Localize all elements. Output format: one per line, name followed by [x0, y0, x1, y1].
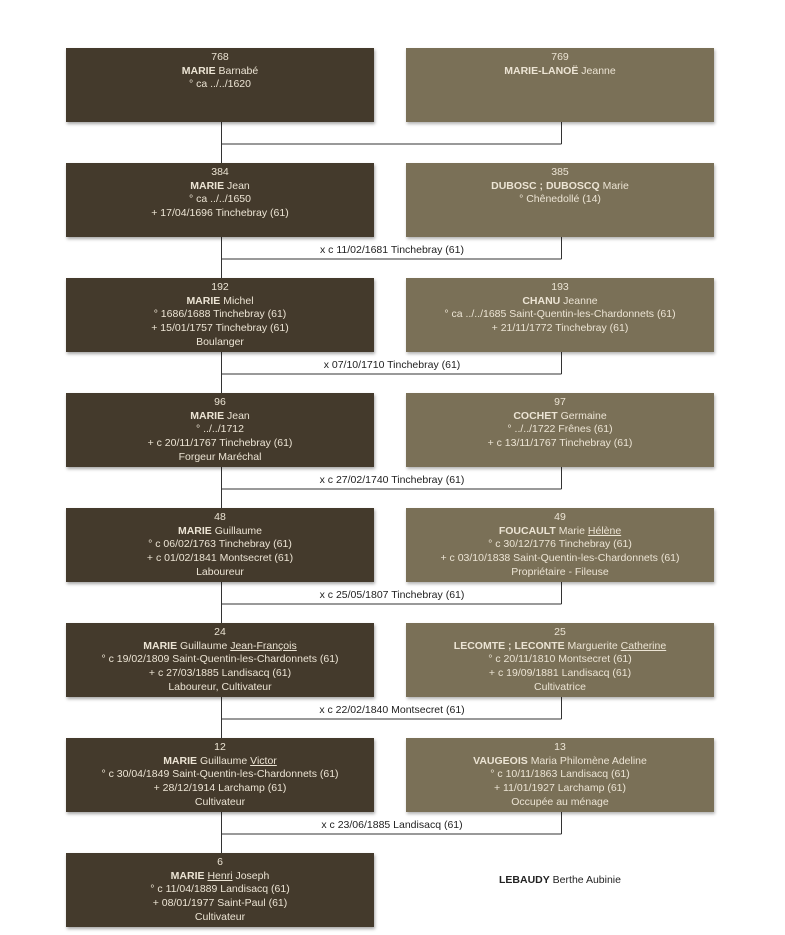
surname: MARIE	[186, 294, 221, 307]
person-detail-line: ° c 20/11/1810 Montsecret (61)	[488, 653, 632, 666]
person-detail-line: ° ca ../../1620	[189, 78, 251, 91]
usual-given-name: Henri	[207, 869, 233, 882]
given-name: Marie	[555, 524, 588, 537]
father-box	[66, 393, 374, 467]
person-detail-line: Laboureur, Cultivateur	[168, 680, 272, 693]
sosa-number: 25	[554, 626, 566, 638]
surname: MARIE	[190, 179, 225, 192]
mother-box	[406, 738, 714, 812]
spouse-label	[406, 874, 714, 886]
given-name: Joseph	[232, 869, 270, 882]
mother-box	[406, 393, 714, 467]
person-detail-line: Cultivateur	[194, 795, 246, 808]
sosa-number: 97	[554, 396, 566, 408]
person-detail-line: ° ca ../../1650	[189, 193, 251, 206]
surname: MARIE-LANOË	[504, 64, 579, 77]
person-detail-line: + c 27/03/1885 Landisacq (61)	[148, 667, 292, 680]
given-name: Jeanne	[578, 64, 616, 77]
mother-box	[406, 163, 714, 237]
given-name: Marguerite	[564, 639, 621, 652]
mother-box	[406, 623, 714, 697]
given-name: Guillaume	[211, 524, 263, 537]
father-box	[66, 738, 374, 812]
person-detail-line: ° c 19/02/1809 Saint-Quentin-les-Chardonnets (61)	[101, 653, 339, 666]
spouse-given: Berthe Aubinie	[549, 874, 621, 886]
surname: MARIE	[181, 64, 216, 77]
person-detail-line: + c 13/11/1767 Tinchebray (61)	[487, 437, 633, 450]
marriage-label: x c 25/05/1807 Tinchebray (61)	[319, 589, 465, 601]
usual-given-name: Hélène	[587, 524, 622, 537]
person-detail-line: ° c 30/04/1849 Saint-Quentin-les-Chardonnets (61)	[101, 768, 339, 781]
father-box	[66, 623, 374, 697]
given-name: Germaine	[557, 409, 607, 422]
surname: MARIE	[170, 869, 205, 882]
surname: MARIE	[163, 754, 198, 767]
person-name	[66, 640, 374, 654]
marriage-label: x c 11/02/1681 Tinchebray (61)	[320, 244, 464, 256]
person-name	[66, 755, 374, 769]
usual-given-name: Victor	[250, 754, 277, 767]
marriage-label: x 07/10/1710 Tinchebray (61)	[323, 359, 461, 371]
sosa-number: 48	[214, 511, 226, 523]
person-detail-line: Forgeur Maréchal	[178, 450, 262, 463]
person-name	[406, 295, 714, 309]
person-detail-line: Boulanger	[196, 335, 244, 348]
person-detail-line: + 11/01/1927 Larchamp (61)	[493, 782, 627, 795]
person-detail-line: Occupée au ménage	[511, 795, 609, 808]
sosa-number: 96	[214, 396, 226, 408]
sosa-number: 6	[217, 856, 223, 868]
given-name: Guillaume	[197, 754, 251, 767]
surname: COCHET	[513, 409, 558, 422]
usual-given-name: Catherine	[620, 639, 667, 652]
marriage-label: x c 27/02/1740 Tinchebray (61)	[319, 474, 465, 486]
father-box	[66, 278, 374, 352]
mother-box	[406, 48, 714, 122]
mother-box	[406, 508, 714, 582]
surname: MARIE	[177, 524, 212, 537]
sosa-number: 769	[551, 51, 569, 63]
surname: FOUCAULT	[498, 524, 556, 537]
given-name: Maria Philomène Adeline	[527, 754, 647, 767]
sosa-number: 13	[554, 741, 566, 753]
father-box	[66, 163, 374, 237]
father-box	[66, 48, 374, 122]
person-name	[406, 755, 714, 769]
given-name: Guillaume	[177, 639, 231, 652]
surname: LECOMTE ; LECONTE	[453, 639, 565, 652]
person-name	[66, 410, 374, 424]
person-name	[406, 640, 714, 654]
person-name	[406, 65, 714, 79]
given-name: Jean	[224, 179, 250, 192]
person-detail-line: + c 19/09/1881 Landisacq (61)	[488, 667, 632, 680]
person-detail-line: ° c 30/12/1776 Tinchebray (61)	[488, 538, 632, 551]
subject-box	[66, 853, 374, 927]
given-name: Jeanne	[560, 294, 598, 307]
surname: DUBOSC ; DUBOSCQ	[491, 179, 600, 192]
usual-given-name: Jean-François	[230, 639, 297, 652]
given-name: Barnabé	[215, 64, 259, 77]
person-name	[66, 870, 374, 884]
person-detail-line: Cultivatrice	[534, 680, 586, 693]
surname: VAUGEOIS	[473, 754, 528, 767]
given-name: Marie	[599, 179, 629, 192]
mother-box	[406, 278, 714, 352]
spouse-surname: LEBAUDY	[499, 874, 550, 886]
person-detail-line: ° ../../1712	[196, 423, 244, 436]
given-name: Michel	[220, 294, 254, 307]
sosa-number: 49	[554, 511, 566, 523]
surname: CHANU	[522, 294, 561, 307]
person-detail-line: + c 20/11/1767 Tinchebray (61)	[147, 437, 293, 450]
sosa-number: 385	[551, 166, 569, 178]
person-detail-line: ° c 10/11/1863 Landisacq (61)	[490, 768, 630, 781]
person-detail-line: ° c 06/02/1763 Tinchebray (61)	[148, 538, 292, 551]
person-detail-line: Laboureur	[196, 565, 244, 578]
sosa-number: 24	[214, 626, 226, 638]
surname: MARIE	[143, 639, 178, 652]
person-detail-line: ° ca ../../1685 Saint-Quentin-les-Chardonnets (61)	[444, 308, 676, 321]
surname: MARIE	[190, 409, 225, 422]
person-detail-line: + c 01/02/1841 Montsecret (61)	[146, 552, 294, 565]
marriage-label: x c 22/02/1840 Montsecret (61)	[319, 704, 465, 716]
person-name	[406, 525, 714, 539]
person-detail-line: + 17/04/1696 Tinchebray (61)	[151, 207, 289, 220]
person-detail-line: Propriétaire - Fileuse	[511, 565, 609, 578]
person-detail-line: ° Chênedollé (14)	[519, 193, 601, 206]
person-detail-line: ° 1686/1688 Tinchebray (61)	[153, 308, 287, 321]
person-detail-line: Cultivateur	[194, 910, 246, 923]
person-name	[66, 525, 374, 539]
father-box	[66, 508, 374, 582]
person-name	[406, 410, 714, 424]
person-detail-line: + 15/01/1757 Tinchebray (61)	[151, 322, 289, 335]
person-name	[66, 65, 374, 79]
person-detail-line: + 28/12/1914 Larchamp (61)	[153, 782, 287, 795]
marriage-label: x c 23/06/1885 Landisacq (61)	[321, 819, 463, 831]
person-detail-line: + 08/01/1977 Saint-Paul (61)	[152, 897, 288, 910]
sosa-number: 192	[211, 281, 229, 293]
person-name	[406, 180, 714, 194]
person-name	[66, 295, 374, 309]
person-detail-line: + 21/11/1772 Tinchebray (61)	[491, 322, 629, 335]
sosa-number: 12	[214, 741, 226, 753]
person-name	[66, 180, 374, 194]
sosa-number: 193	[551, 281, 569, 293]
person-detail-line: + c 03/10/1838 Saint-Quentin-les-Chardonnets (61)	[440, 552, 680, 565]
person-detail-line: ° c 11/04/1889 Landisacq (61)	[150, 883, 290, 896]
given-name: Jean	[224, 409, 250, 422]
person-detail-line: ° ../../1722 Frênes (61)	[507, 423, 613, 436]
sosa-number: 768	[211, 51, 229, 63]
sosa-number: 384	[211, 166, 229, 178]
